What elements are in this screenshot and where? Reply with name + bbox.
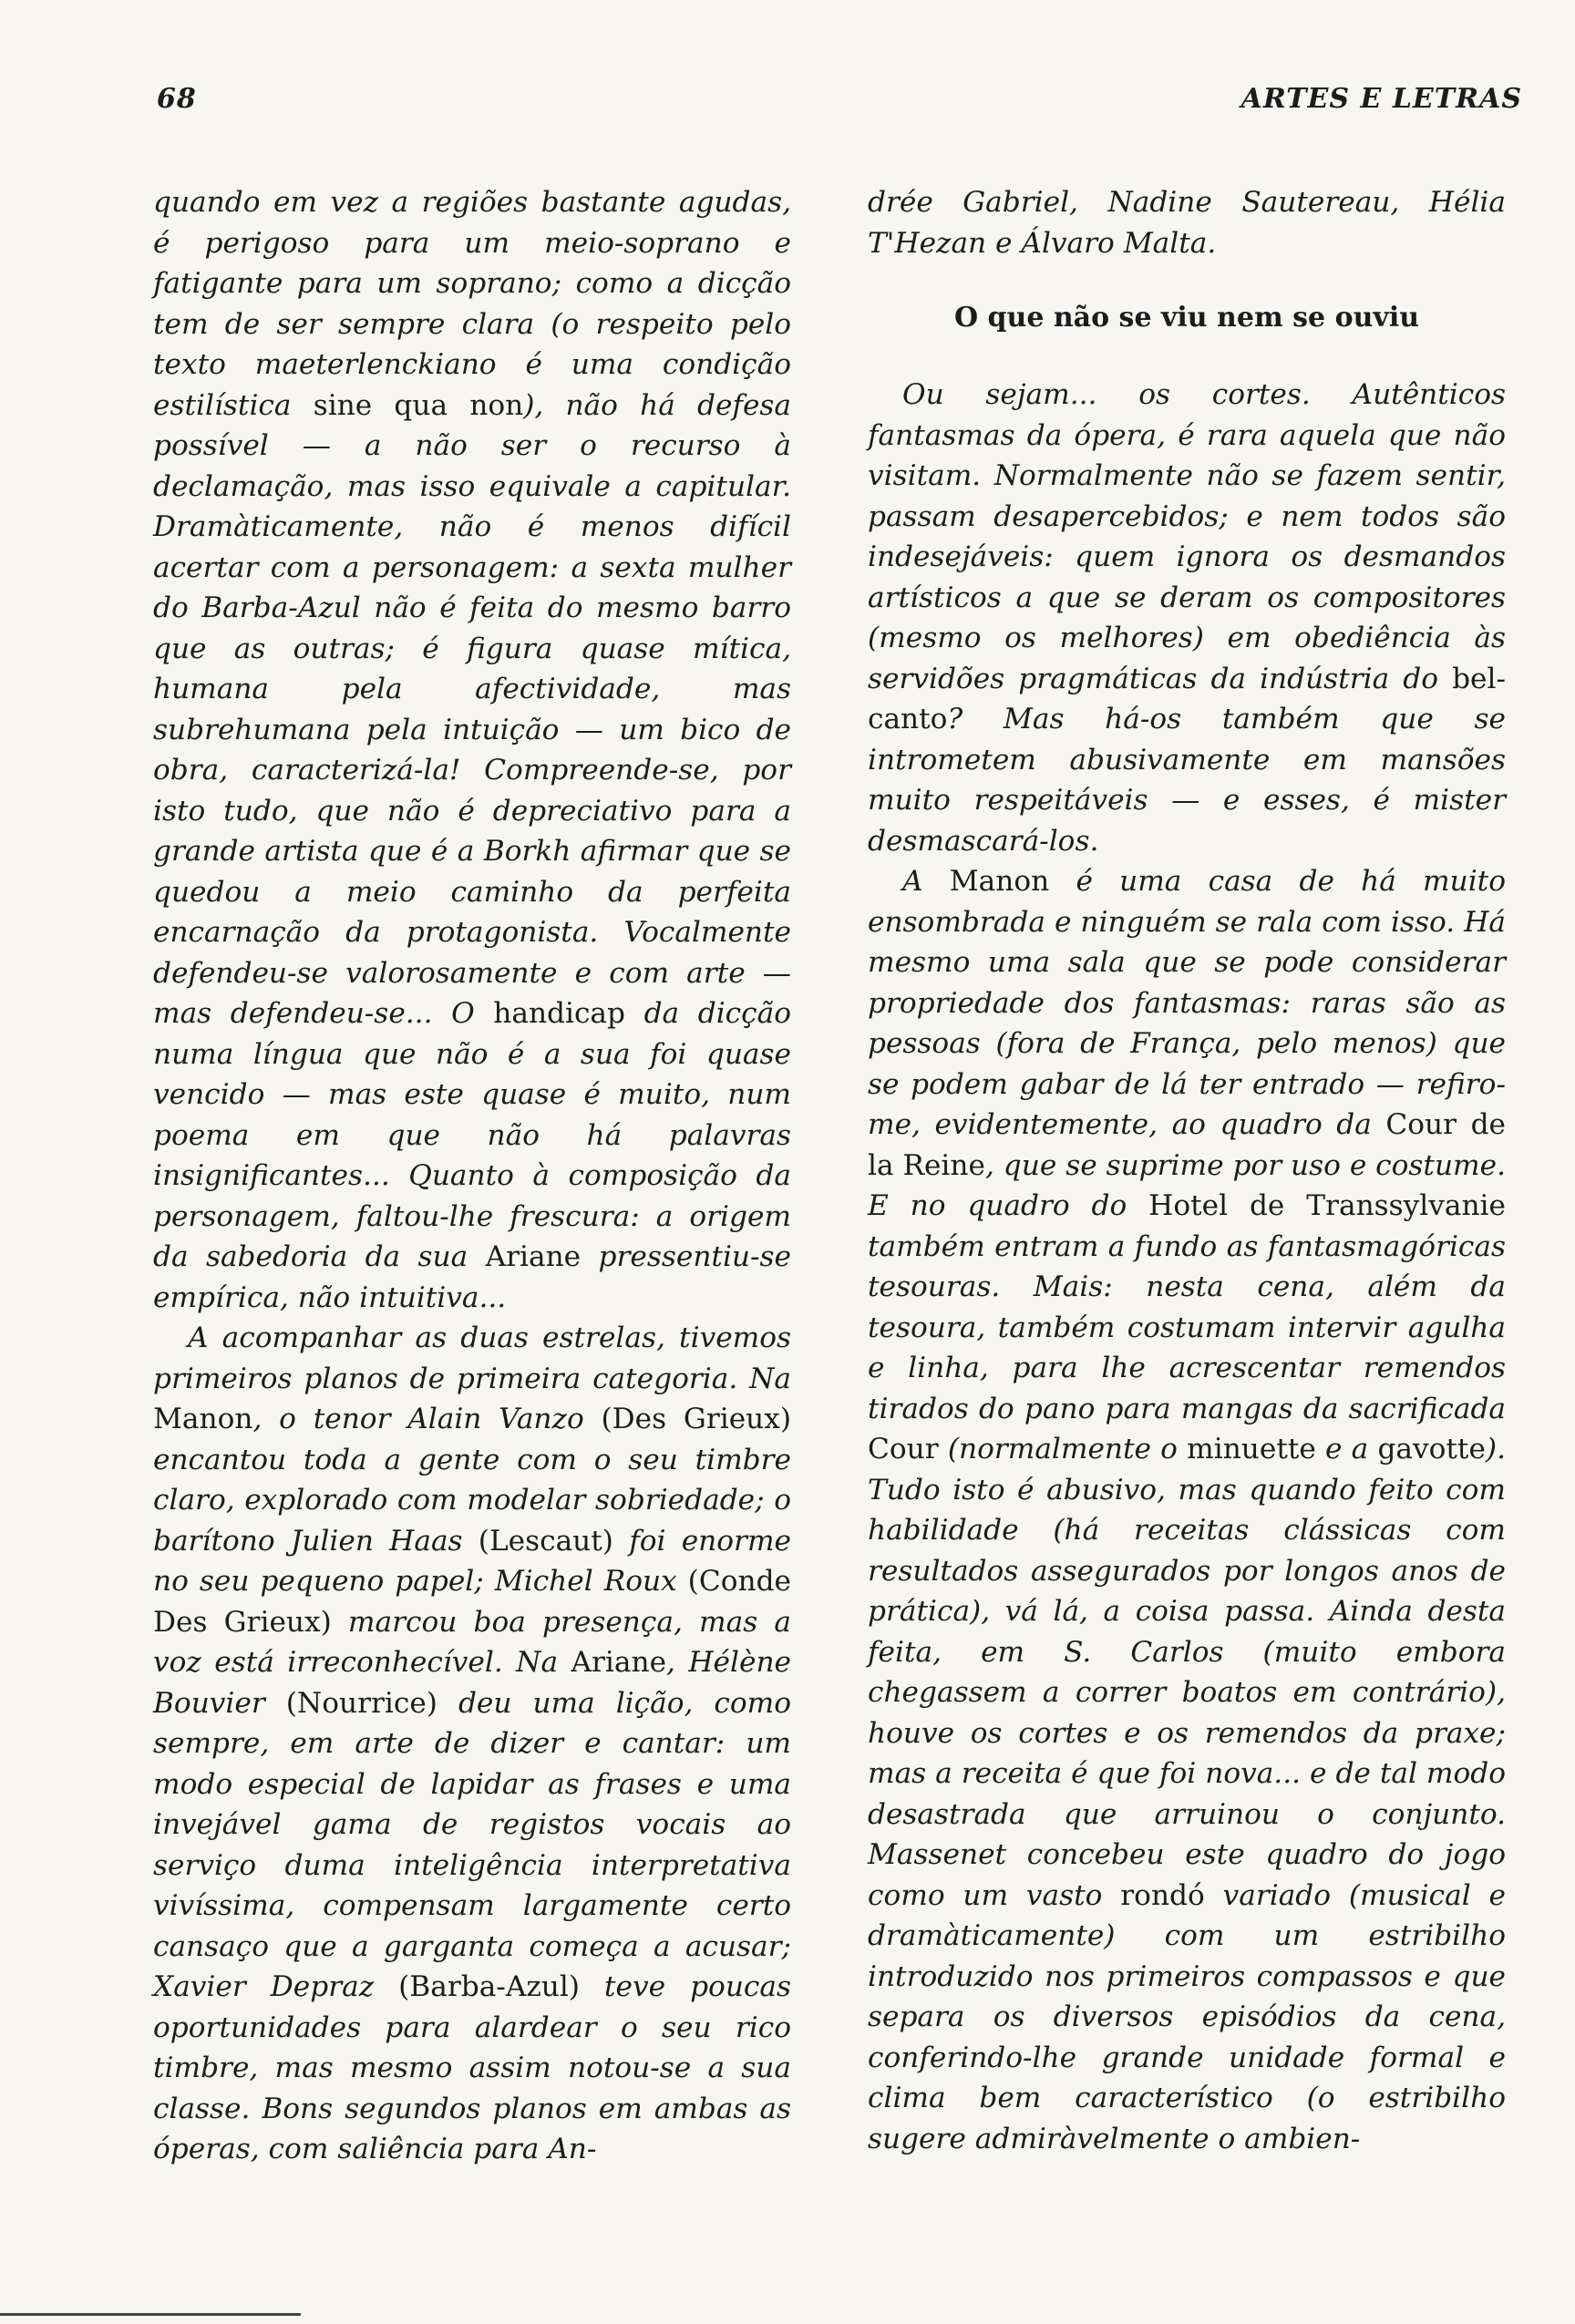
opera-title: Ariane [485,1240,582,1273]
left-column [153,182,791,2170]
latin-phrase: sine qua non [313,388,524,422]
role-name: (Des Grieux) [601,1403,791,1435]
text-run: também entram a fundo as fantasmagóricas tesouras. Mais: nesta cena, além da tesoura, também costumam intervir agulha e linha, para lhe acrescentar remendos tirados do pano para mangas da sacrificada [868,1229,1506,1425]
running-title: ARTES E LETRAS [1240,82,1522,115]
term: rondó [1120,1878,1205,1912]
text-run: ). Tudo isto é abusivo, mas quando feito com habilidade (há receitas clássicas com resultados assegurados por longos anos de prática), vá lá, a coisa passa. Ainda desta feita, em S. Carlos (muito embora chegassem a correr boatos em contrário), houve os cortes e os remendos da praxe; mas a receita é que foi nova... e de tal modo desastrada que arruinou o conjunto. Massenet concebeu este quadro do jogo como um vasto [868,1433,1507,1912]
paragraph: drée Gabriel, Nadine Sautereau, Hélia T'Hezan e Álvaro Malta. [868,186,1506,260]
paragraph [868,861,1506,2159]
page-number: 68 [157,82,197,115]
text-run: encantou toda a gente com o seu timbre claro, explorado com modelar sobriedade; o barítono Julien Haas [153,1443,791,1558]
text-run: quando em vez a regiões bastante agudas, é perigoso para um meio-soprano e fatigante para um soprano; como a dicção tem de ser sempre clara (o respeito pelo texto maeterlenckiano é uma condição estilística [153,186,791,422]
role-name: (Conde Des Grieux) [153,1565,791,1639]
text-run: (normalmente o [938,1433,1188,1465]
text-run: marcou boa presença, mas a voz está irreconhecível. Na [153,1605,791,1679]
text-run: pressentiu-se empírica, não intuitiva... [153,1240,792,1314]
role-name: (Lescaut) [478,1524,613,1558]
term: bel-canto [868,662,1506,735]
opera-title: Manon [949,865,1050,898]
paragraph [153,1318,791,2170]
text-run: é uma casa de há muito ensombrada e ninguém se rala com isso. Há mesmo uma sala que se pode considerar propriedade dos fantasmas: raras são as pessoas (fora de França, pelo menos) que se podem gabar de lá ter entrado — refiro-me, evidentemente, ao quadro da [868,865,1506,1141]
text-run: e a [1315,1433,1378,1465]
text-run: ? Mas há-os também que se intrometem abusivamente em mansões muito respeitáveis — e esses, é mister desmascará-los. [868,703,1506,858]
text-run: teve poucas oportunidades para alardear o seu rico timbre, mas mesmo assim notou-se a sua classe. Bons segundos planos em ambas as óperas, com saliência para An- [153,1970,791,2165]
section-heading: O que não se viu nem se ouviu [953,302,1420,334]
scene-name: Hotel de Transsylvanie [1148,1189,1506,1222]
text-run: , o tenor Alain Vanzo [252,1403,602,1435]
footer-rule [0,2313,301,2316]
scene-name: Cour [868,1433,939,1465]
term: gavotte [1377,1433,1486,1465]
text-run: foi enorme no seu pequeno papel; Michel Roux [153,1524,791,1598]
text-run: Ou sejam... os cortes. Autênticos fantasmas da ópera, é rara aquela que não visitam. Normalmente não se fazem sentir, passam desapercebidos; e nem todos são indesejáveis: quem ignora os desmandos artísticos a que se deram os compositores (mesmo os melhores) em obediência às servidões pragmáticas da indústria do [868,378,1506,695]
right-column [868,182,1506,2159]
role-name: (Barba-Azul) [398,1970,581,2003]
page-header [157,71,1522,126]
role-name: (Nourrice) [285,1686,438,1720]
term: handicap [493,997,625,1030]
opera-title: Manon [153,1403,253,1435]
text-run: variado (musical e dramàticamente) com um estribilho introduzido nos primeiros compassos e que separa os diversos episódios da cena, conferindo-lhe grande unidade formal e clima bem característico (o estribilho sugere admiràvelmente o ambien- [868,1878,1506,2155]
term: minuette [1187,1433,1316,1465]
paragraph [868,375,1506,861]
text-run: , que se suprime por uso e costume. E no quadro do [868,1148,1506,1222]
text-run: da dicção numa língua que não é a sua foi quase vencido — mas este quase é muito, num poema em que não há palavras insignificantes... Quanto à composição da personagem, faltou-lhe frescura: a origem da sabedoria da sua [153,997,791,1273]
text-run: A acompanhar as duas estrelas, tivemos primeiros planos de primeira categoria. Na [153,1321,791,1395]
text-run: A [902,865,950,898]
opera-title: Ariane [571,1646,667,1679]
text-run: , Hélène Bouvier [153,1646,791,1720]
text-run: ), não há defesa possível — a não ser o recurso à declamação, mas isso equivale a capitular. Dramàticamente, não é menos difícil acertar com a personagem: a sexta mulher do Barba-Azul não é feita do mesmo barro que as outras; é figura quase mítica, humana pela afectividade, mas subrehumana pela intuição — um bico de obra, caracterizá-la! Compreende-se, por isto tudo, que não é depreciativo para a grande artista que é a Borkh afirmar que se quedou a meio caminho da perfeita encarnação da protagonista. Vocalmente defendeu-se valorosamente e com arte — mas defendeu-se... O [153,388,791,1030]
scene-name: Cour de la Reine [868,1108,1506,1182]
paragraph [153,182,791,1318]
text-run: deu uma lição, como sempre, em arte de dizer e cantar: um modo especial de lapidar as frases e uma invejável gama de registos vocais ao serviço duma inteligência interpretativa vivíssima, compensam largamente certo cansaço que a garganta começa a acusar; Xavier Depraz [153,1686,791,2003]
